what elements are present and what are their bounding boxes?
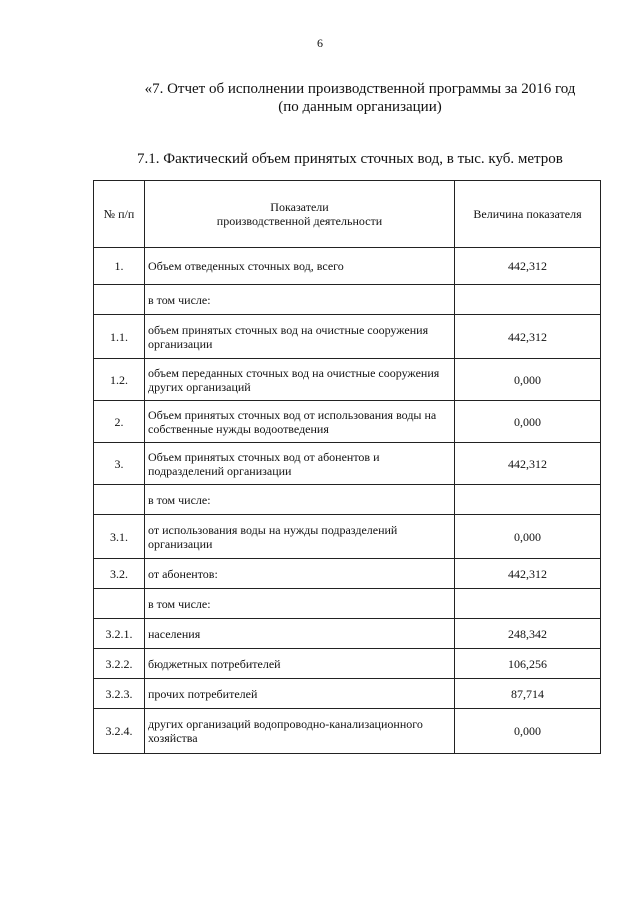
table-row [94,559,601,589]
row-name: прочих потребителей [145,679,455,709]
table-row [94,515,601,559]
row-value: 0,000 [455,515,601,559]
row-num: 1.2. [94,359,145,401]
title-line-2: (по данным организации) [278,99,442,115]
row-name: в том числе: [145,285,455,315]
row-value [455,285,601,315]
row-value: 0,000 [455,709,601,754]
row-name: в том числе: [145,485,455,515]
report-table [93,180,601,754]
row-value: 442,312 [455,248,601,285]
row-num [94,589,145,619]
row-name: объем принятых сточных вод на очистные сооружения организации [145,315,455,359]
row-value: 87,714 [455,679,601,709]
row-name: других организаций водопроводно-канализационного хозяйства [145,709,455,754]
row-value [455,485,601,515]
row-name: бюджетных потребителей [145,649,455,679]
row-num: 3.2.2. [94,649,145,679]
table-row [94,285,601,315]
report-title [120,80,600,116]
row-num: 3.2. [94,559,145,589]
row-name: населения [145,619,455,649]
section-subtitle: 7.1. Фактический объем принятых сточных вод, в тыс. куб. метров [137,151,563,167]
row-num: 3.2.4. [94,709,145,754]
table-row [94,485,601,515]
row-name: объем переданных сточных вод на очистные сооружения других организаций [145,359,455,401]
row-name: Объем принятых сточных вод от абонентов и подразделений организации [145,443,455,485]
header-num: № п/п [94,181,145,248]
row-num: 3.2.1. [94,619,145,649]
row-num [94,285,145,315]
header-name-line-2: производственной деятельности [216,214,383,228]
row-name: в том числе: [145,589,455,619]
row-value: 0,000 [455,359,601,401]
row-value: 0,000 [455,401,601,443]
row-num [94,485,145,515]
row-num: 3.2.3. [94,679,145,709]
table-row [94,248,601,285]
row-name: Объем принятых сточных вод от использования воды на собственные нужды водоотведения [145,401,455,443]
row-num: 2. [94,401,145,443]
table-row [94,649,601,679]
row-num: 3. [94,443,145,485]
row-value [455,589,601,619]
row-value: 248,342 [455,619,601,649]
title-line-1: «7. Отчет об исполнении производственной программы за 2016 год [144,81,576,97]
table-row [94,359,601,401]
row-num: 1. [94,248,145,285]
header-name [145,181,455,248]
table-row [94,709,601,754]
table-row [94,619,601,649]
row-value: 442,312 [455,559,601,589]
page-number: 6 [317,36,323,50]
row-value: 442,312 [455,443,601,485]
row-name: от абонентов: [145,559,455,589]
row-name: Объем отведенных сточных вод, всего [145,248,455,285]
table-row [94,401,601,443]
table-row [94,589,601,619]
row-name: от использования воды на нужды подразделений организации [145,515,455,559]
header-name-line-1: Показатели [270,200,329,214]
row-value: 442,312 [455,315,601,359]
row-value: 106,256 [455,649,601,679]
header-value: Величина показателя [455,181,601,248]
row-num: 1.1. [94,315,145,359]
table-row [94,315,601,359]
table-row [94,443,601,485]
row-num: 3.1. [94,515,145,559]
table-header-row [94,181,601,248]
table-row [94,679,601,709]
